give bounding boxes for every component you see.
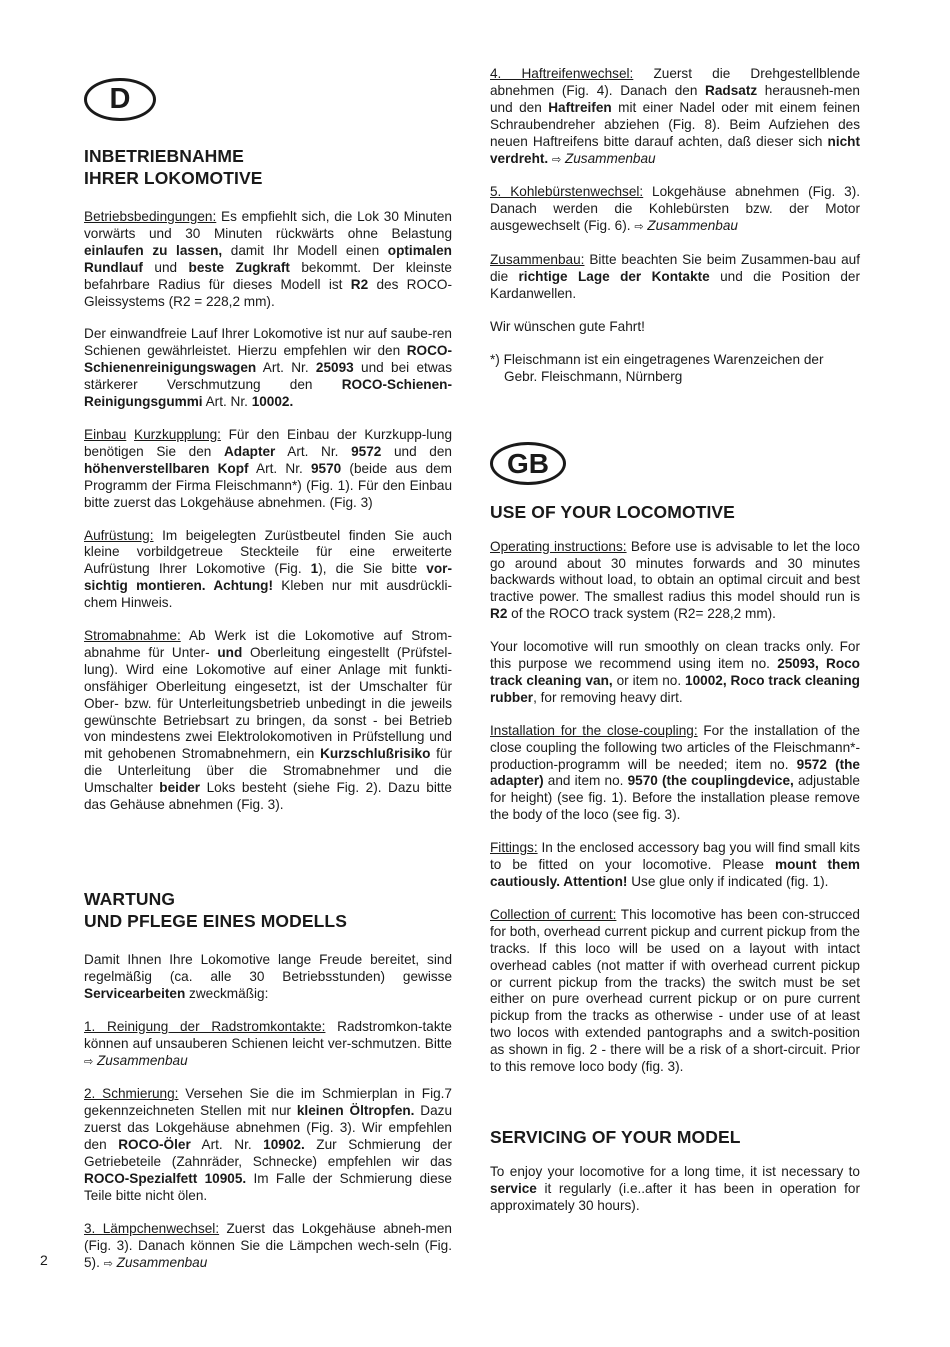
paragraph-fittings: Fittings: In the enclosed accessory bag you will find small kits to be fitted on your locomotive. Please mount them cautiously. Attention! Use glue only if indicated (fig. 1). — [490, 840, 861, 889]
section-title-inbetriebnahme: INBETRIEBNAHME IHRER LOKOMOTIVE — [84, 146, 263, 188]
paragraph-close-coupling: Installation for the close-coupling: For the installation of the close coupling the following two articles of the Fleischmann*-production-programm will be needed; item no. 9572 (the adapter) and item no. 9570 (the couplingdevice, adjustable for height) (see fig. 1). Before the installation please remove the body of the loco (see fig. 3). — [490, 722, 860, 823]
section-title-wartung: WARTUNG UND PFLEGE EINES MODELLS — [84, 889, 347, 931]
paragraph-laempchenwechsel: 3. Lämpchenwechsel: Zuerst das Lokgehäuse abneh-men (Fig. 3). Danach können Sie die Lämpchen wech-seln (Fig. 5). ⇨ Zusammenbau — [84, 1220, 452, 1270]
arrow-right-icon: ⇨ — [84, 1055, 94, 1068]
country-badge-d: D — [84, 78, 156, 121]
country-badge-gb: GB — [490, 442, 566, 485]
paragraph-schmierung: 2. Schmierung: Versehen Sie die im Schmierplan in Fig.7 gekennzeichneten Stellen mit nur kleinen Öltropfen. Dazu zuerst das Lokgehäuse abnehmen (Fig. 3). Wir empfehlen den ROCO-Öler Art. Nr. 10902. Zur Schmierung der Getriebeteile (Zahnräder, Schnecke) empfehlen wir das ROCO-Spezialfett 10905. Im Falle der Schmierung diese Teile bitte nicht ölen. — [84, 1086, 453, 1203]
paragraph-reinigung: 1. Reinigung der Radstromkontakte: Radstromkon-takte können auf unsauberen Schienen leicht ver-schmutzen. Bitte ⇨ Zusammenbau — [84, 1018, 452, 1068]
paragraph-servicing: To enjoy your locomotive for a long time, it ist necessary to service it regularly (i.e..after it has been in operation for approximately 30 hours). — [490, 1163, 860, 1213]
paragraph-gute-fahrt: Wir wünschen gute Fahrt! — [490, 318, 645, 334]
paragraph-operating-instructions: Operating instructions: Before use is advisable to let the loco go around about 30 minutes forwards and 30 minutes backwards without load, to obtain an optimal circuit and best tractive power. The smallest radius this model should run is R2 of the ROCO track system (R2= 228,2 mm). — [490, 538, 860, 622]
paragraph-betriebsbedingungen: Betriebsbedingungen: Es empfiehlt sich, die Lok 30 Minuten vorwärts und 30 Minuten rückwärts ohne Belastung einlaufen zu lassen, damit Ihr Modell einen optimalen Rundlauf und beste Zugkraft bekommt. Der kleinste befahrbare Radius für dieses Modell ist R2 des ROCO-Gleissystems (R2 = 228,2 mm). — [84, 209, 452, 309]
arrow-right-icon: ⇨ — [634, 221, 644, 234]
arrow-right-icon: ⇨ — [103, 1257, 113, 1270]
section-title-servicing: SERVICING OF YOUR MODEL — [490, 1126, 741, 1147]
paragraph-zusammenbau: Zusammenbau: Bitte beachten Sie beim Zusammen-bau auf die richtige Lage der Kontakte und die Position der Kardanwellen. — [490, 252, 861, 301]
section-title-use-of-locomotive: USE OF YOUR LOCOMOTIVE — [490, 501, 735, 522]
left-column — [84, 78, 452, 1273]
paragraph-aufruestung: Aufrüstung: Im beigelegten Zurüstbeutel finden Sie auch kleine vorbildgetreue Steckteile für eine erweiterte Aufrüstung Ihrer Lokomotive (Fig. 1), die Sie bitte vor-sichtig montieren. Achtung! Kleben nur mit ausdrückli-chem Hinweis. — [84, 527, 452, 611]
paragraph-stromabnahme: Stromabnahme: Ab Werk ist die Lokomotive auf Strom-abnahme für Unter- und Oberleitung eingestellt (Prüfstel-lung). Wird eine Lokomotive auf einer Anlage mit funkti-onsfähiger Oberleitung eingesetzt, ist der Umschalter für Ober- bzw. für Unterleitungsbetrieb unbedingt in die jeweils gewünschte Betriebsart zu bringen, da sonst - bei Betrieb von mindestens zwei Elektrolokomotiven in Prüfstellung und mit gehobenen Stromabnehmern, ein Kurzschlußrisiko für die Unterleitung über die Stromabnehmer und die Umschalter beider Loks besteht (siehe Fig. 2). Dazu bitte das Gehäuse abnehmen (Fig. 3). — [84, 628, 452, 813]
paragraph-kohlebuerstenwechsel: 5. Kohlebürstenwechsel: Lokgehäuse abnehmen (Fig. 3). Danach werden die Kohlebürsten bzw. der Motor ausgewechselt (Fig. 6). ⇨ Zusammenbau — [490, 184, 860, 234]
right-column — [490, 66, 860, 1215]
page-number: 2 — [40, 1252, 48, 1268]
arrow-right-icon: ⇨ — [551, 153, 562, 166]
paragraph-clean-tracks: Your locomotive will run smoothly on clean tracks only. For this purpose we recommend using item no. 25093, Roco track cleaning van, or item no. 10002, Roco track cleaning rubber, for removing heavy dirt. — [490, 639, 860, 705]
paragraph-collection-of-current: Collection of current: This locomotive has been con-strucced for both, overhead current pickup and current pickup from the tracks. If this loco will be used on a layout with intact overhead cables (not matter if with overhead current pickup or current pickup from the tracks) the switch must be set either on pure overhead current pickup or on pure current pickup from the tracks as otherwise - under use of at least two locos with extended pantographs and a switch-position as shown in fig. 2 - there will be a risk of a short-circuit. Prior to this remove loco body (fig. 3). — [490, 906, 860, 1075]
paragraph-servicearbeiten: Damit Ihnen Ihre Lokomotive lange Freude bereitet, sind regelmäßig (ca. alle 30 Betriebsstunden) gewisse Servicearbeiten zweckmäßig: — [84, 952, 452, 1001]
paragraph-haftreifenwechsel: 4. Haftreifenwechsel: Zuerst die Drehgestellblende abnehmen (Fig. 4). Danach den Radsatz herausneh-men und den Haftreifen mit einer Nadel oder mit einem feinen Schraubendreher abziehen (Fig. 8). Beim Aufziehen des neuen Haftreifens bitte darauf achten, daß dieser sich nicht verdreht. ⇨ Zusammenbau — [490, 66, 861, 166]
paragraph-kurzkupplung: Einbau Kurzkupplung: Für den Einbau der Kurzkupp-lung benötigen Sie den Adapter Art. Nr. 9572 und den höhenverstellbaren Kopf Art. Nr. 9570 (beide aus dem Programm der Firma Fleischmann*) (Fig. 1). Für den Einbau bitte zuerst das Lokgehäuse abnehmen. (Fig. 3) — [84, 426, 452, 510]
footnote-fleischmann: *) Fleischmann ist ein eingetragenes Warenzeichen der Gebr. Fleischmann, Nürnberg — [490, 351, 824, 384]
paragraph-schienenreinigung: Der einwandfreie Lauf Ihrer Lokomotive ist nur auf saube-ren Schienen gewährleistet. Hierzu empfehlen wir den ROCO-Schienenreinigungswagen Art. Nr. 25093 und bei etwas stärkerer Verschmutzung den ROCO-Schienen-Reinigungsgummi Art. Nr. 10002. — [84, 326, 452, 410]
